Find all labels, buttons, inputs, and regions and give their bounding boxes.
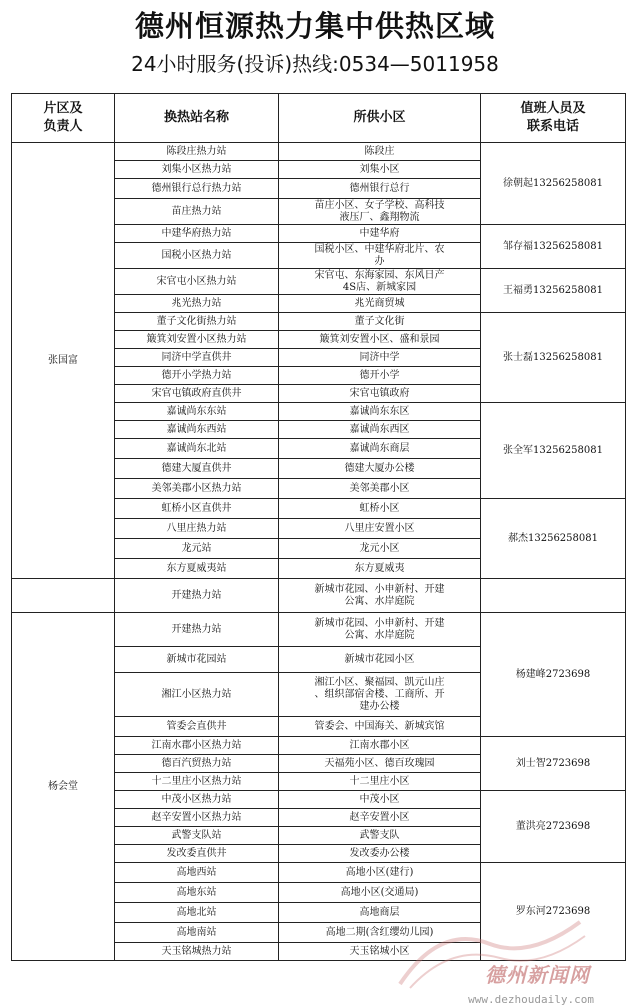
community-name: 中建华府 <box>279 225 481 243</box>
table-row <box>12 613 626 647</box>
area-manager-cell: 张国富 <box>12 143 115 579</box>
header-area-manager: 片区及 负责人 <box>12 94 115 143</box>
community-name: 德开小学 <box>279 367 481 385</box>
community-name: 美邻美郡小区 <box>279 479 481 499</box>
station-name: 发改委直供井 <box>115 845 279 863</box>
community-name: 嘉诚尚东商层 <box>279 439 481 459</box>
station-name: 江南水郡小区热力站 <box>115 737 279 755</box>
station-name: 龙元站 <box>115 539 279 559</box>
station-name: 德建大厦直供井 <box>115 459 279 479</box>
duty-contact: 王福勇13256258081 <box>481 269 626 313</box>
station-name: 簸箕刘安置小区热力站 <box>115 331 279 349</box>
page-title: 德州恒源热力集中供热区域 <box>134 9 495 43</box>
community-name: 中茂小区 <box>279 791 481 809</box>
station-name: 同济中学直供井 <box>115 349 279 367</box>
community-name: 陈段庄 <box>279 143 481 161</box>
community-name: 十二里庄小区 <box>279 773 481 791</box>
station-name: 宋官屯镇政府直供井 <box>115 385 279 403</box>
station-name: 兆光热力站 <box>115 295 279 313</box>
table-row <box>12 143 626 161</box>
duty-contact: 杨建峰2723698 <box>481 613 626 737</box>
community-name: 德州银行总行 <box>279 179 481 199</box>
area-manager-cell-empty <box>12 579 115 613</box>
community-name: 八里庄安置小区 <box>279 519 481 539</box>
community-name: 高地商层 <box>279 903 481 923</box>
table-header-row <box>12 94 626 143</box>
community-name: 苗庄小区、女子学校、高科技 液压厂、鑫翔物流 <box>279 199 481 225</box>
community-name: 新城市花园小区 <box>279 647 481 673</box>
community-name: 虹桥小区 <box>279 499 481 519</box>
station-name: 德州银行总行热力站 <box>115 179 279 199</box>
station-name: 赵辛安置小区热力站 <box>115 809 279 827</box>
watermark-url: www.dezhoudaily.com <box>468 993 594 1006</box>
station-name: 陈段庄热力站 <box>115 143 279 161</box>
area-manager-cell: 杨会堂 <box>12 613 115 961</box>
station-name: 管委会直供井 <box>115 717 279 737</box>
header-community: 所供小区 <box>279 94 481 143</box>
community-name: 江南水郡小区 <box>279 737 481 755</box>
watermark-text: 德州新闻网 <box>485 963 590 987</box>
community-name: 高地小区(交通局) <box>279 883 481 903</box>
duty-contact: 张全军13256258081 <box>481 403 626 499</box>
station-name: 董子文化街热力站 <box>115 313 279 331</box>
community-name: 龙元小区 <box>279 539 481 559</box>
community-name: 湘江小区、聚福园、凯元山庄 、组织部宿舍楼、工商所、开 建办公楼 <box>279 673 481 717</box>
station-name: 嘉诚尚东西站 <box>115 421 279 439</box>
station-name: 高地北站 <box>115 903 279 923</box>
community-name: 天玉铭城小区 <box>279 943 481 961</box>
duty-contact: 董洪亮2723698 <box>481 791 626 863</box>
station-name: 湘江小区热力站 <box>115 673 279 717</box>
duty-contact: 刘士智2723698 <box>481 737 626 791</box>
station-name: 东方夏威夷站 <box>115 559 279 579</box>
community-name: 新城市花园、小申新村、开建 公寓、水岸庭院 <box>279 579 481 613</box>
station-name: 武警支队站 <box>115 827 279 845</box>
table-row <box>12 579 626 613</box>
station-name: 中建华府热力站 <box>115 225 279 243</box>
station-name: 虹桥小区直供井 <box>115 499 279 519</box>
community-name: 高地小区(建行) <box>279 863 481 883</box>
duty-contact: 徐朝起13256258081 <box>481 143 626 225</box>
station-name: 开建热力站 <box>115 613 279 647</box>
station-name: 嘉诚尚东东站 <box>115 403 279 421</box>
station-name: 德百汽贸热力站 <box>115 755 279 773</box>
community-name: 刘集小区 <box>279 161 481 179</box>
community-name: 赵辛安置小区 <box>279 809 481 827</box>
station-name: 宋官屯小区热力站 <box>115 269 279 295</box>
community-name: 同济中学 <box>279 349 481 367</box>
duty-contact: 邹存福13256258081 <box>481 225 626 269</box>
station-name: 德开小学热力站 <box>115 367 279 385</box>
station-name: 新城市花园站 <box>115 647 279 673</box>
community-name: 宋官屯、东海家园、东风日产 4S店、新城家园 <box>279 269 481 295</box>
community-name: 高地二期(含红缨幼儿园) <box>279 923 481 943</box>
duty-contact: 罗东河2723698 <box>481 863 626 961</box>
service-hotline: 24小时服务(投诉)热线:0534—5011958 <box>131 52 499 76</box>
community-name: 东方夏威夷 <box>279 559 481 579</box>
community-name: 嘉诚尚东西区 <box>279 421 481 439</box>
station-name: 中茂小区热力站 <box>115 791 279 809</box>
station-name: 美邻美郡小区热力站 <box>115 479 279 499</box>
station-name: 八里庄热力站 <box>115 519 279 539</box>
community-name: 管委会、中国海关、新城宾馆 <box>279 717 481 737</box>
community-name: 武警支队 <box>279 827 481 845</box>
station-name: 高地东站 <box>115 883 279 903</box>
station-name: 开建热力站 <box>115 579 279 613</box>
station-name: 高地西站 <box>115 863 279 883</box>
community-name: 董子文化街 <box>279 313 481 331</box>
station-name: 苗庄热力站 <box>115 199 279 225</box>
station-name: 嘉诚尚东北站 <box>115 439 279 459</box>
community-name: 国税小区、中建华府北片、农 办 <box>279 243 481 269</box>
station-name: 天玉铭城热力站 <box>115 943 279 961</box>
header-station-name: 换热站名称 <box>115 94 279 143</box>
duty-contact: 张士磊13256258081 <box>481 313 626 403</box>
station-name: 刘集小区热力站 <box>115 161 279 179</box>
station-name: 十二里庄小区热力站 <box>115 773 279 791</box>
community-name: 宋官屯镇政府 <box>279 385 481 403</box>
community-name: 天福苑小区、德百玫瑰园 <box>279 755 481 773</box>
station-name: 高地南站 <box>115 923 279 943</box>
heating-area-table <box>11 93 626 961</box>
community-name: 兆光商贸城 <box>279 295 481 313</box>
community-name: 簸箕刘安置小区、盛和景园 <box>279 331 481 349</box>
community-name: 新城市花园、小申新村、开建 公寓、水岸庭院 <box>279 613 481 647</box>
community-name: 发改委办公楼 <box>279 845 481 863</box>
header-duty-contact: 值班人员及 联系电话 <box>481 94 626 143</box>
station-name: 国税小区热力站 <box>115 243 279 269</box>
community-name: 德建大厦办公楼 <box>279 459 481 479</box>
duty-contact: 郝杰13256258081 <box>481 499 626 579</box>
community-name: 嘉诚尚东东区 <box>279 403 481 421</box>
duty-contact-empty <box>481 579 626 613</box>
